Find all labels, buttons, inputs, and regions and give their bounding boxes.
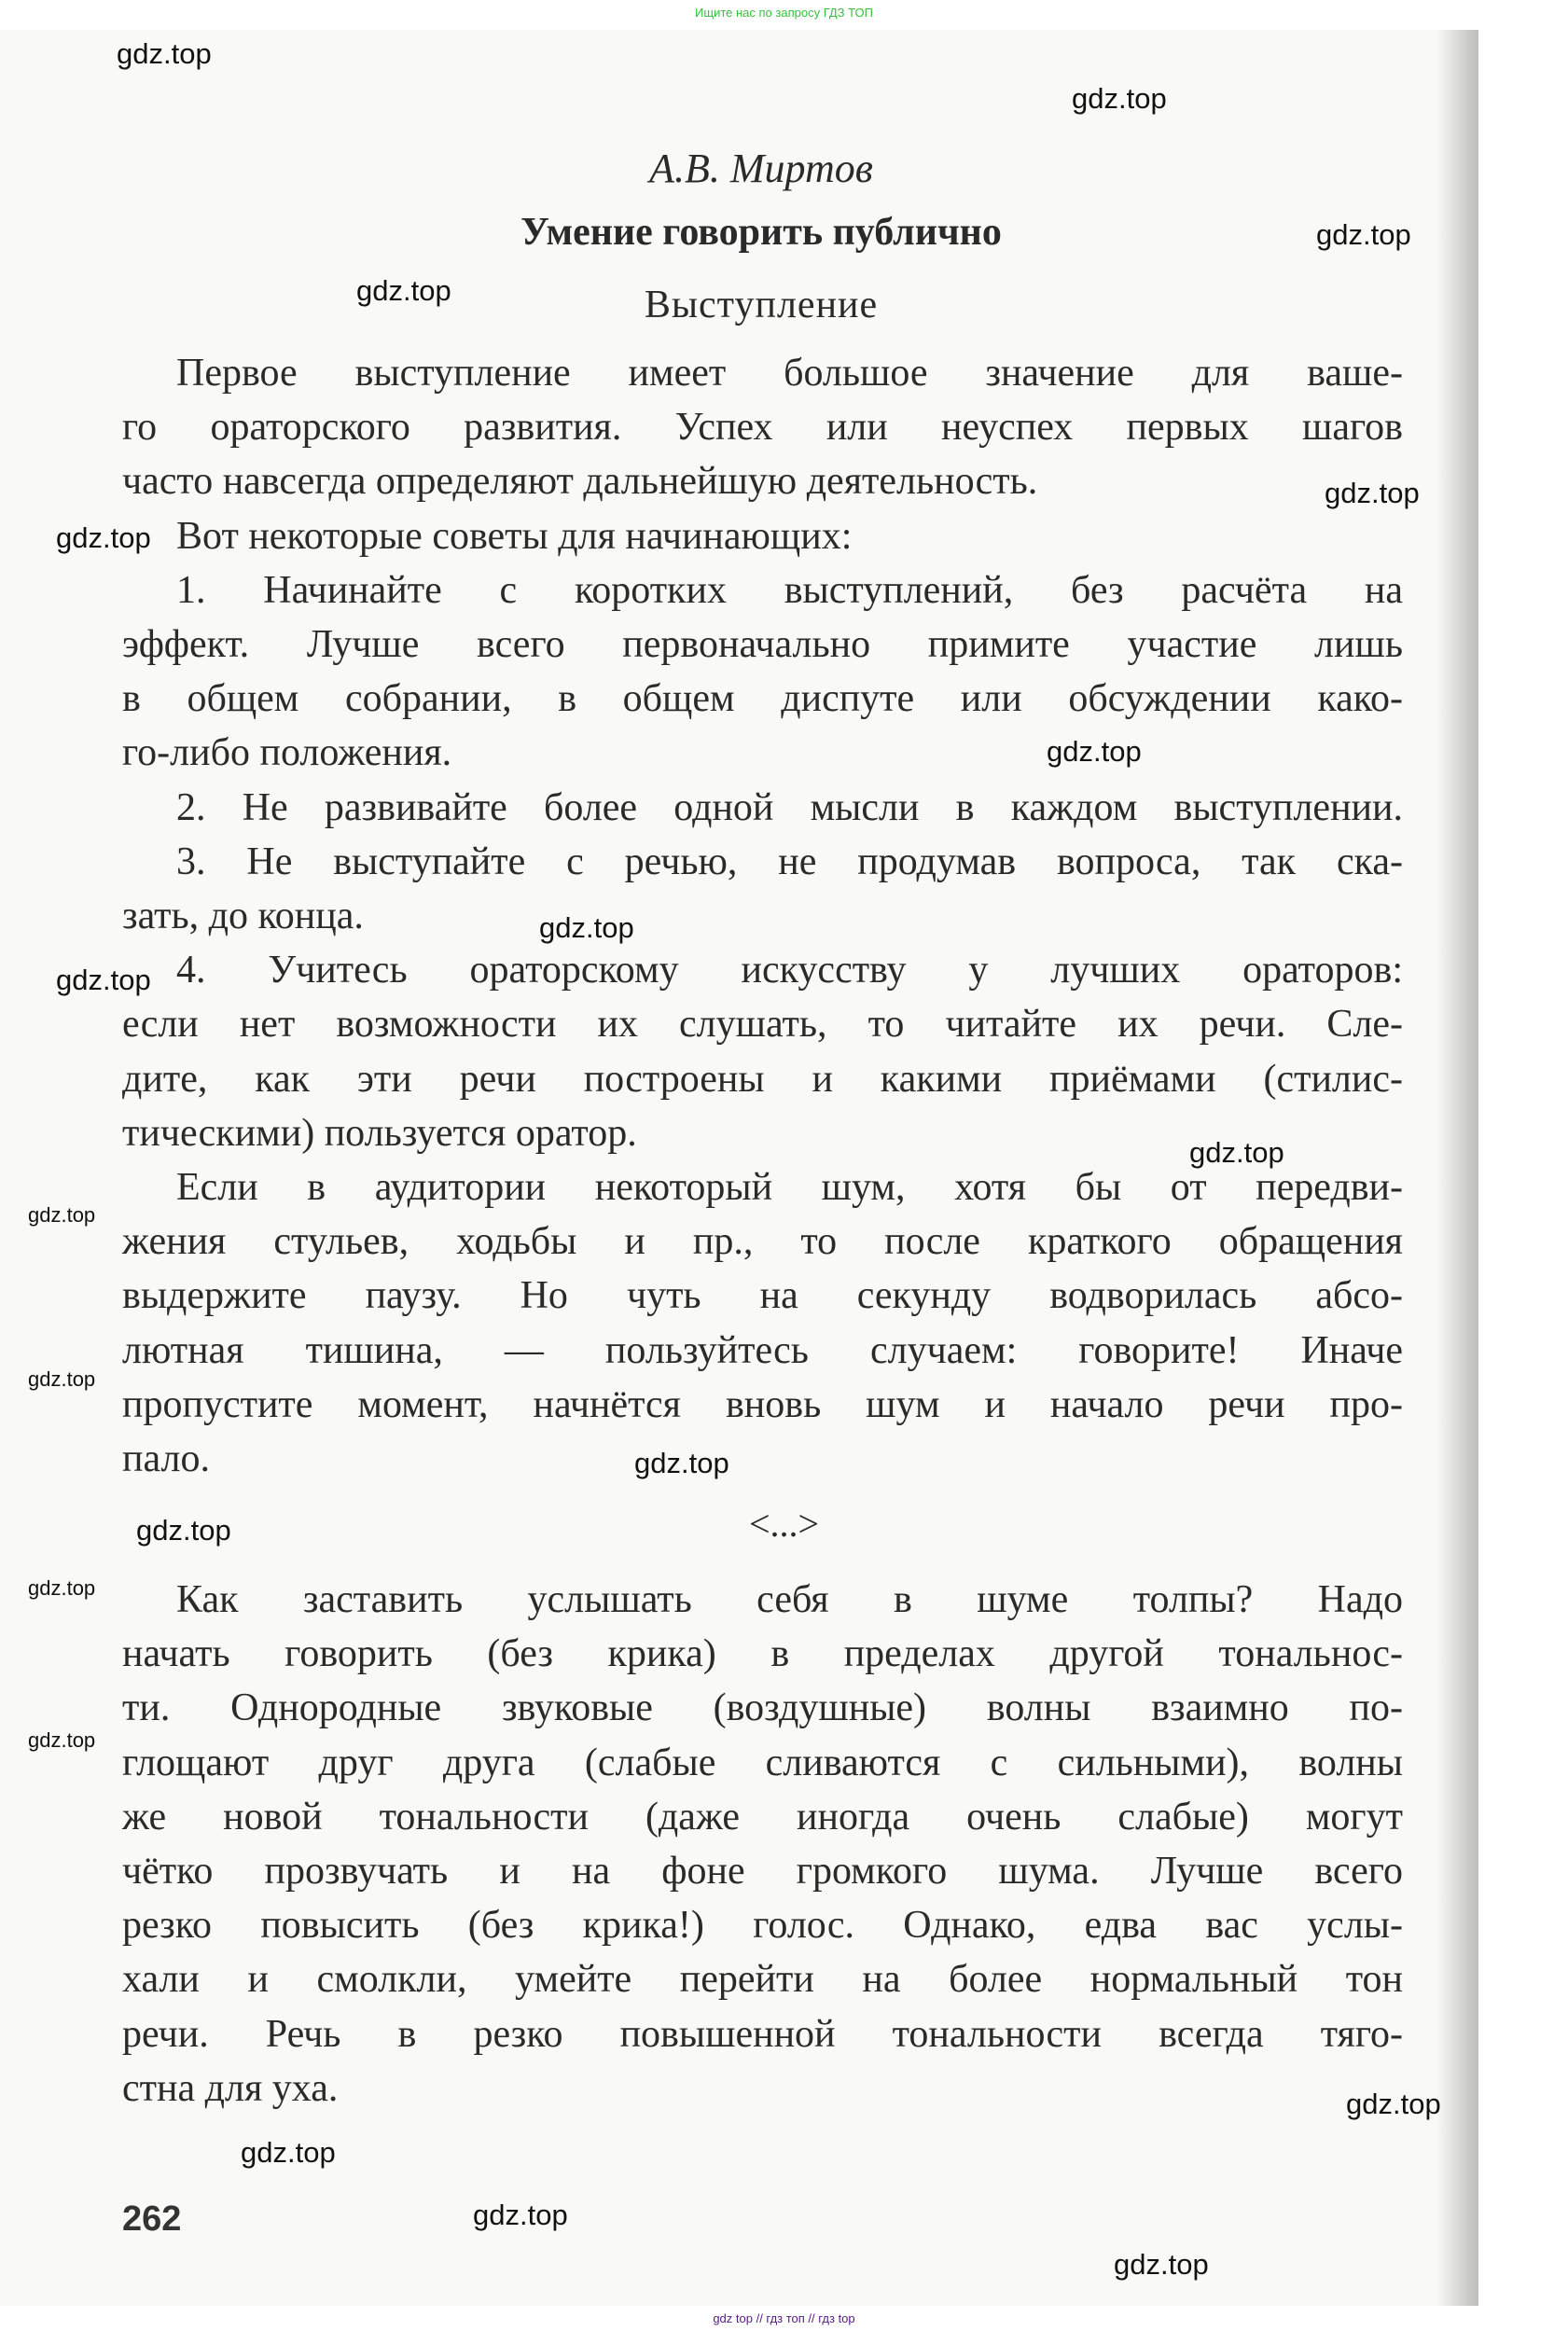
text-line: глощают друг друга (слабые сливаются с сильными), волны xyxy=(122,1741,1403,1784)
author: А.В. Миртов xyxy=(649,146,873,191)
watermark: gdz.top xyxy=(539,911,634,944)
text-line: дите, как эти речи построены и какими приёмами (стилис- xyxy=(122,1057,1403,1101)
watermark: gdz.top xyxy=(1114,2248,1209,2281)
footer-note: gdz top // гдз топ // гдз top xyxy=(713,2311,855,2325)
text-line: выдержите паузу. Но чуть на секунду водворилась абсо- xyxy=(122,1274,1403,1318)
text-line: Вот некоторые советы для начинающих: xyxy=(176,514,853,558)
watermark: gdz.top xyxy=(1189,1136,1284,1169)
text-line: чётко прозвучать и на фоне громкого шума. Лучше всего xyxy=(122,1850,1403,1894)
text-line: стна для уха. xyxy=(122,2066,339,2110)
text-line: 2. Не развивайте более одной мысли в каждом выступлении. xyxy=(176,785,1403,829)
watermark: gdz.top xyxy=(56,964,151,996)
section-subtitle: Выступление xyxy=(644,284,879,326)
text-line: если нет возможности их слушать, то читайте их речи. Сле- xyxy=(122,1003,1403,1047)
watermark: gdz.top xyxy=(28,1203,96,1227)
watermark: gdz.top xyxy=(1316,218,1411,251)
text-line: лютная тишина, — пользуйтесь случаем: говорите! Иначе xyxy=(122,1328,1403,1372)
text-line: Как заставить услышать себя в шуме толпы? Надо xyxy=(176,1578,1403,1621)
text-line: ти. Однородные звуковые (воздушные) волны взаимно по- xyxy=(122,1686,1403,1730)
text-line: го-либо положения. xyxy=(122,731,452,775)
watermark: gdz.top xyxy=(1072,82,1167,115)
watermark: gdz.top xyxy=(28,1367,96,1391)
page-number: 262 xyxy=(122,2199,182,2239)
watermark: gdz.top xyxy=(28,1576,96,1600)
omission-mark: <...> xyxy=(748,1503,820,1545)
text-block-2 xyxy=(122,1573,1403,2116)
watermark: gdz.top xyxy=(136,1514,231,1547)
watermark: gdz.top xyxy=(1325,477,1420,509)
watermark: gdz.top xyxy=(241,2136,336,2169)
text-line: часто навсегда определяют дальнейшую деятельность. xyxy=(122,460,1038,504)
text-line: пропустите момент, начнётся вновь шум и начало речи про- xyxy=(122,1382,1403,1426)
text-line: 4. Учитесь ораторскому искусству у лучших ораторов: xyxy=(176,949,1403,992)
text-line: же новой тональности (даже иногда очень слабые) могут xyxy=(122,1795,1403,1838)
page-title: Умение говорить публично xyxy=(520,211,1002,254)
text-line: пало. xyxy=(122,1437,210,1481)
watermark: gdz.top xyxy=(634,1447,729,1479)
text-line: хали и смолкли, умейте перейти на более нормальный тон xyxy=(122,1958,1403,2002)
text-line: начать говорить (без крика) в пределах другой тональнос- xyxy=(122,1632,1403,1676)
watermark: gdz.top xyxy=(28,1728,96,1752)
text-line: жения стульев, ходьбы и пр., то после краткого обращения xyxy=(122,1220,1403,1264)
text-line: тическими) пользуется оратор. xyxy=(122,1111,637,1155)
watermark: gdz.top xyxy=(356,274,451,307)
text-line: эффект. Лучше всего первоначально примите участие лишь xyxy=(122,623,1403,667)
watermark: gdz.top xyxy=(1346,2088,1441,2120)
text-line: 1. Начинайте с коротких выступлений, без расчёта на xyxy=(176,568,1403,612)
watermark: gdz.top xyxy=(473,2199,568,2231)
text-line: го ораторского развития. Успех или неуспех первых шагов xyxy=(122,406,1403,450)
watermark: gdz.top xyxy=(1047,735,1142,768)
text-block-1 xyxy=(122,346,1403,1486)
text-line: 3. Не выступайте с речью, не продумав вопроса, так ска- xyxy=(176,839,1403,883)
watermark: gdz.top xyxy=(56,521,151,554)
text-line: Если в аудитории некоторый шум, хотя бы от передви- xyxy=(176,1166,1403,1210)
text-line: резко повысить (без крика!) голос. Однако, едва вас услы- xyxy=(122,1904,1403,1948)
text-line: в общем собрании, в общем диспуте или обсуждении како- xyxy=(122,677,1403,721)
text-line: Первое выступление имеет большое значение для ваше- xyxy=(176,352,1403,395)
text-line: речи. Речь в резко повышенной тональности всегда тяго- xyxy=(122,2012,1403,2056)
page-edge-shadow xyxy=(1436,30,1478,2306)
text-line: зать, до конца. xyxy=(122,895,364,938)
watermark: gdz.top xyxy=(117,37,212,70)
top-note: Ищите нас по запросу ГДЗ ТОП xyxy=(695,6,873,20)
